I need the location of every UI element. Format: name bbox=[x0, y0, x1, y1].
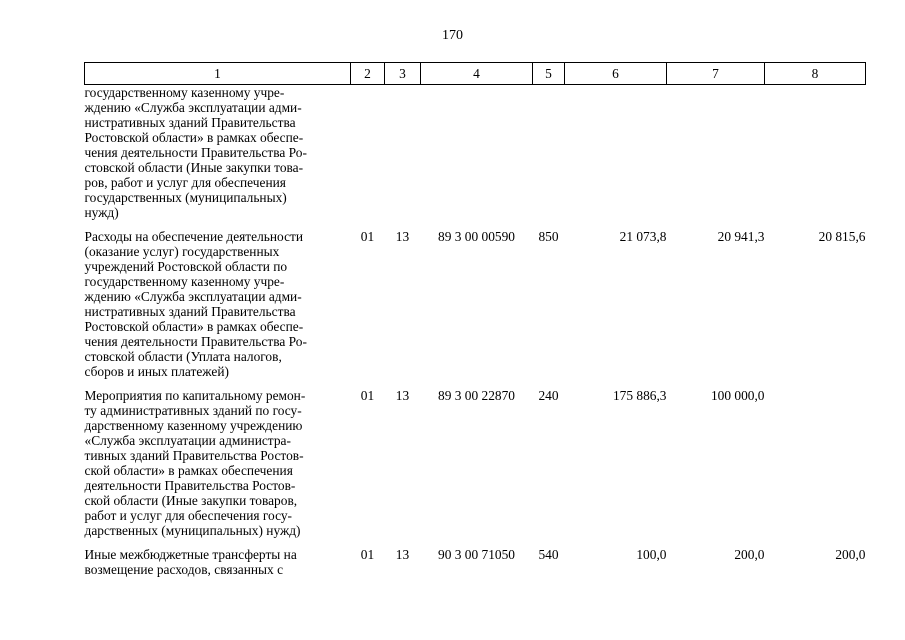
budget-table bbox=[84, 62, 866, 577]
subsection-code: 13 bbox=[395, 229, 410, 244]
description-line: государственному казенному учре- bbox=[84, 274, 285, 289]
column-header-1: 1 bbox=[85, 63, 351, 85]
amount-col-6: 175 886,3 bbox=[612, 388, 667, 403]
page-number: 170 bbox=[442, 28, 463, 43]
table-row bbox=[85, 229, 866, 379]
subsection-code: 13 bbox=[395, 547, 410, 562]
description-line: учреждений Ростовской области по bbox=[84, 259, 288, 274]
column-header-8: 8 bbox=[765, 63, 866, 85]
amount-col-6 bbox=[565, 85, 667, 221]
expense-type-code: 240 bbox=[538, 388, 559, 403]
row-description bbox=[85, 547, 351, 577]
description-line: стовской области (Иные закупки това- bbox=[84, 160, 304, 175]
row-description bbox=[85, 388, 351, 538]
amount-col-8: 20 815,6 bbox=[818, 229, 866, 244]
section-code: 01 bbox=[360, 229, 375, 244]
column-header-7: 7 bbox=[667, 63, 765, 85]
description-line: сборов и иных платежей) bbox=[84, 364, 229, 379]
description-line: Ростовской области» в рамках обеспе- bbox=[84, 319, 304, 334]
description-line: ту административных зданий по госу- bbox=[84, 403, 302, 418]
amount-col-7 bbox=[667, 85, 765, 221]
row-description bbox=[85, 229, 351, 379]
description-line: стовской области (Уплата налогов, bbox=[84, 349, 282, 364]
amount-col-8: 200,0 bbox=[835, 547, 866, 562]
description-line: деятельности Правительства Ростов- bbox=[84, 478, 296, 493]
description-line: ской области (Иные закупки товаров, bbox=[84, 493, 298, 508]
amount-col-6: 21 073,8 bbox=[619, 229, 667, 244]
description-line: ждению «Служба эксплуатации адми- bbox=[84, 289, 302, 304]
description-line: возмещение расходов, связанных с bbox=[84, 562, 284, 577]
description-line: государственных (муниципальных) bbox=[84, 190, 287, 205]
description-line: тивных зданий Правительства Ростов- bbox=[84, 448, 304, 463]
amount-col-7: 100 000,0 bbox=[710, 388, 765, 403]
expense-type-code bbox=[533, 85, 565, 221]
table-row bbox=[85, 85, 866, 221]
description-line: ров, работ и услуг для обеспечения bbox=[84, 175, 286, 190]
target-article-code bbox=[421, 85, 533, 221]
description-line: дарственному казенному учреждению bbox=[84, 418, 303, 433]
amount-col-6: 100,0 bbox=[636, 547, 667, 562]
target-article-code: 90 3 00 71050 bbox=[438, 547, 515, 562]
amount-col-8 bbox=[765, 85, 866, 221]
table-row bbox=[85, 547, 866, 577]
description-line: Ростовской области» в рамках обеспе- bbox=[84, 130, 304, 145]
description-line: «Служба эксплуатации администра- bbox=[84, 433, 291, 448]
expense-type-code: 850 bbox=[538, 229, 559, 244]
description-line: (оказание услуг) государственных bbox=[84, 244, 280, 259]
amount-col-7: 200,0 bbox=[734, 547, 765, 562]
column-header-5: 5 bbox=[533, 63, 565, 85]
section-code: 01 bbox=[360, 547, 375, 562]
description-line: чения деятельности Правительства Ро- bbox=[84, 334, 307, 349]
description-line: дарственных (муниципальных) нужд) bbox=[84, 523, 301, 538]
table-row bbox=[85, 388, 866, 538]
subsection-code: 13 bbox=[395, 388, 410, 403]
column-header-2: 2 bbox=[351, 63, 385, 85]
description-line: ской области» в рамках обеспечения bbox=[84, 463, 293, 478]
target-article-code: 89 3 00 22870 bbox=[438, 388, 515, 403]
column-header-4: 4 bbox=[421, 63, 533, 85]
column-header-6: 6 bbox=[565, 63, 667, 85]
description-line: Расходы на обеспечение деятельности bbox=[84, 229, 304, 244]
subsection-code bbox=[385, 85, 421, 221]
description-line: работ и услуг для обеспечения госу- bbox=[84, 508, 292, 523]
amount-col-8 bbox=[765, 388, 866, 538]
description-line: чения деятельности Правительства Ро- bbox=[84, 145, 307, 160]
description-line: нужд) bbox=[84, 205, 119, 220]
description-line: государственному казенному учре- bbox=[84, 85, 285, 100]
amount-col-7: 20 941,3 bbox=[717, 229, 765, 244]
description-line: Иные межбюджетные трансферты на bbox=[84, 547, 297, 562]
description-line: нистративных зданий Правительства bbox=[84, 304, 296, 319]
description-line: ждению «Служба эксплуатации адми- bbox=[84, 100, 302, 115]
target-article-code: 89 3 00 00590 bbox=[438, 229, 515, 244]
column-header-3: 3 bbox=[385, 63, 421, 85]
column-number-row bbox=[85, 63, 866, 85]
expense-type-code: 540 bbox=[538, 547, 559, 562]
section-code: 01 bbox=[360, 388, 375, 403]
description-line: нистративных зданий Правительства bbox=[84, 115, 296, 130]
row-description bbox=[85, 85, 351, 221]
section-code bbox=[351, 85, 385, 221]
description-line: Мероприятия по капитальному ремон- bbox=[84, 388, 306, 403]
